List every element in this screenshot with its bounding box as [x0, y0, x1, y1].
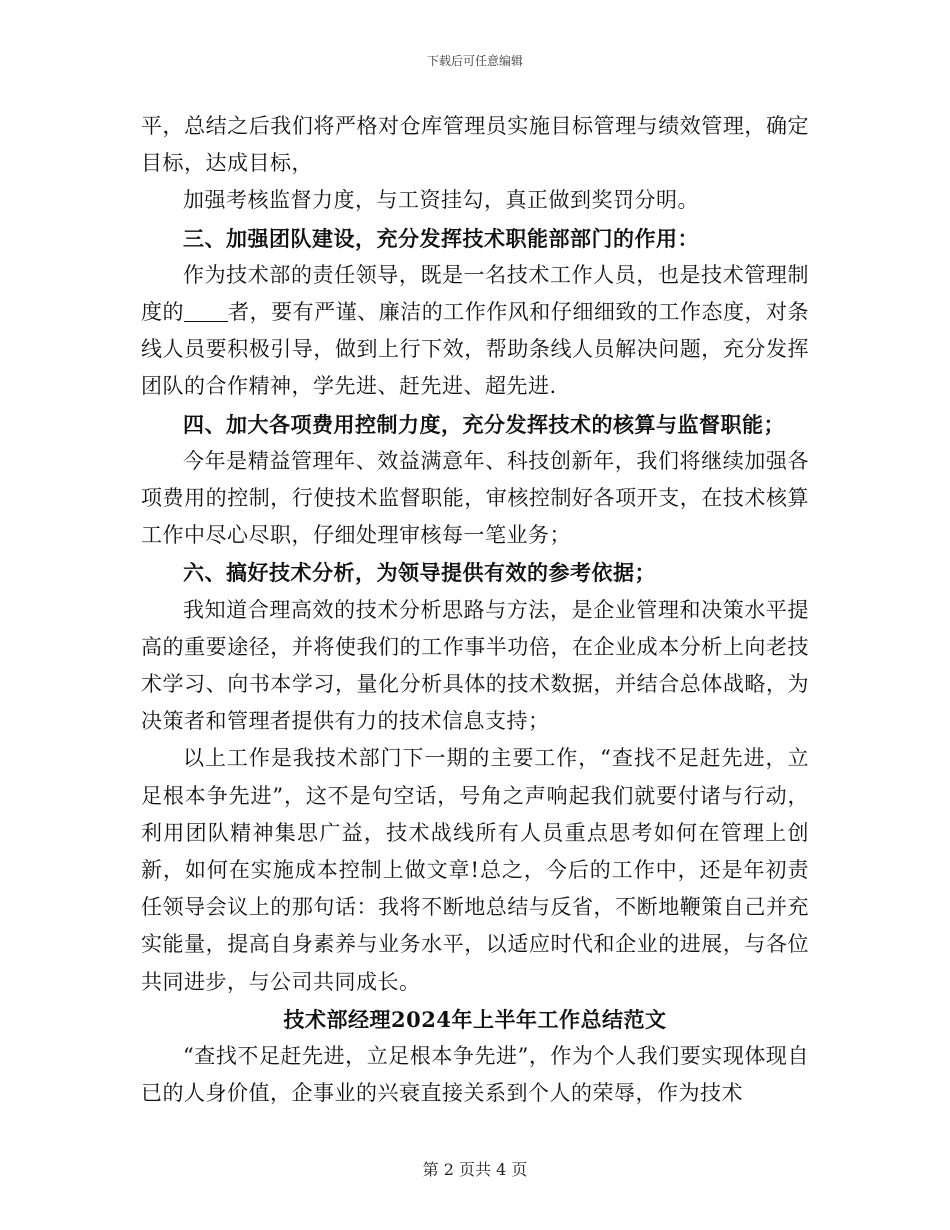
document-body — [141, 108, 809, 1112]
paragraph-team-building-part2: 者，要有严谨、廉洁的工作作风和仔细细致的工作态度，对条线人员要积极引导，做到上行下效，帮助条线人员解决问题，充分发挥团队的合作精神，学先进、赶先进、超先进. — [141, 300, 810, 399]
page-number: 第 2 页共 4 页 — [422, 1160, 528, 1179]
paragraph-team-building-part1: 作为技术部的责任领导，既是一名技术工作人员，也是技术管理制度的 — [141, 262, 809, 325]
section-heading-4: 四、加大各项费用控制力度，充分发挥技术的核算与监督职能； — [183, 411, 785, 437]
section-heading-6: 六、搞好技术分析，为领导提供有效的参考依据； — [183, 560, 656, 586]
paragraph-cost-control: 今年是精益管理年、效益满意年、科技创新年，我们将继续加强各项费用的控制，行使技术监督职能，审核控制好各项开支，在技术核算工作中尽心尽职，仔细处理审核每一笔业务； — [141, 448, 809, 548]
article-title: 技术部经理2024年上半年工作总结范文 — [283, 1006, 667, 1032]
paragraph-assessment: 加强考核监督力度，与工资挂勾，真正做到奖罚分明。 — [183, 188, 699, 213]
paragraph-continuation: 平，总结之后我们将严格对仓库管理员实施目标管理与绩效管理，确定目标，达成目标， — [141, 114, 809, 176]
page-header-note: 下载后可任意编辑 — [426, 54, 523, 68]
blank-underline — [184, 300, 228, 322]
paragraph-summary: 以上工作是我技术部门下一期的主要工作，“查找不足赶先进，立足根本争先进”，这不是句空话，号角之声响起我们就要付诸与行动，利用团队精神集思广益，技术战线所有人员重点思考如何在管理上创新，如何在实施成本控制上做文章!总之，今后的工作中，还是年初责任领导会议上的那句话：我将不断地总结与反省，不断地鞭策自己并充实能量，提高自身素养与业务水平，以适应时代和企业的进展，与各位共同进步，与公司共同成长。 — [141, 746, 809, 994]
section-heading-3: 三、加强团队建设，充分发挥技术职能部部门的作用： — [183, 225, 699, 251]
paragraph-article-intro: “查找不足赶先进，立足根本争先进”，作为个人我们要实现体现自已的人身价值，企事业的兴衰直接关系到个人的荣辱，作为技术 — [141, 1044, 809, 1106]
paragraph-analysis: 我知道合理高效的技术分析思路与方法，是企业管理和决策水平提高的重要途径，并将使我们的工作事半功倍，在企业成本分析上向老技术学习、向书本学习，量化分析具体的技术数据，并结合总体战略，为决策者和管理者提供有力的技术信息支持； — [141, 597, 809, 734]
paragraph-team-building — [141, 257, 809, 406]
